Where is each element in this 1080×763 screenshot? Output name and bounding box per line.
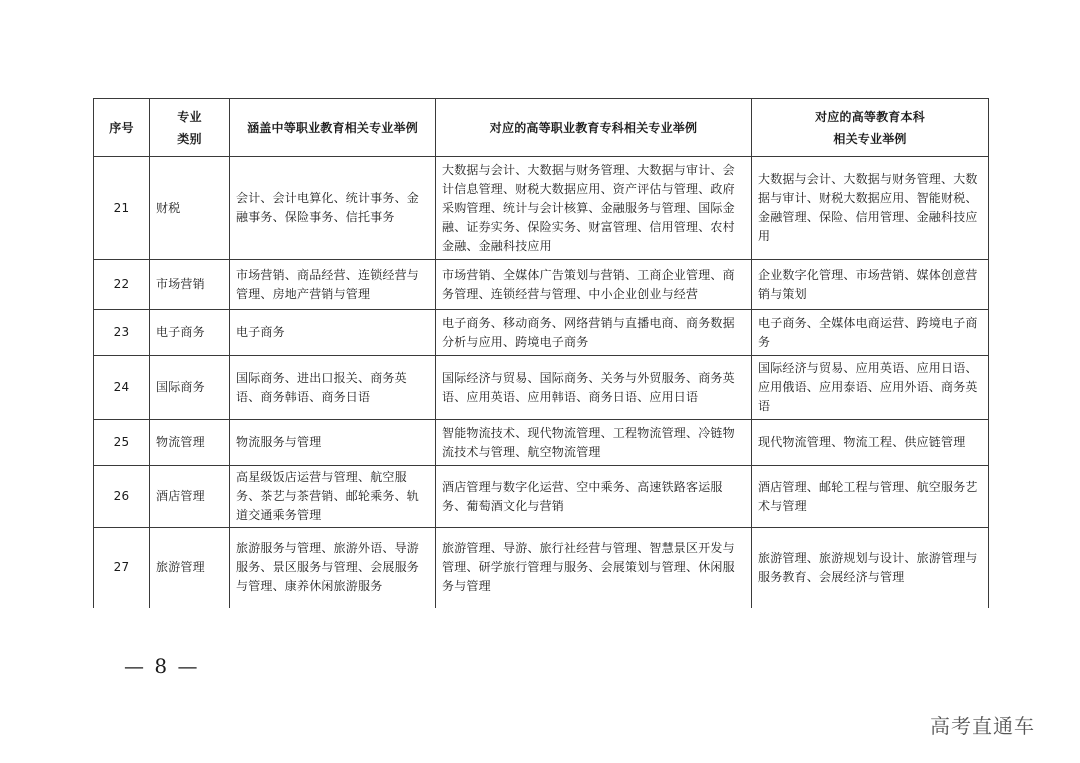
- row-category: 电子商务: [150, 310, 230, 356]
- header-undergrad-line1: 对应的高等教育本科: [815, 109, 925, 124]
- table-row: [94, 528, 989, 608]
- row-vocational: 酒店管理与数字化运营、空中乘务、高速铁路客运服务、葡萄酒文化与营销: [436, 466, 752, 528]
- row-undergrad: 旅游管理、旅游规划与设计、旅游管理与服务教育、会展经济与管理: [752, 528, 989, 608]
- row-secondary: 会计、会计电算化、统计事务、金融事务、保险事务、信托事务: [230, 157, 436, 260]
- row-secondary: 市场营销、商品经营、连锁经营与管理、房地产营销与管理: [230, 260, 436, 310]
- row-undergrad: 企业数字化管理、市场营销、媒体创意营销与策划: [752, 260, 989, 310]
- header-undergrad-line2: 相关专业举例: [833, 131, 907, 146]
- row-vocational: 大数据与会计、大数据与财务管理、大数据与审计、会计信息管理、财税大数据应用、资产评估与管理、政府采购管理、统计与会计核算、金融服务与管理、国际金融、证券实务、保险实务、财富管理、信用管理、农村金融、金融科技应用: [436, 157, 752, 260]
- row-no: 25: [94, 420, 150, 466]
- row-no: 21: [94, 157, 150, 260]
- row-secondary: 旅游服务与管理、旅游外语、导游服务、景区服务与管理、会展服务与管理、康养休闲旅游服务: [230, 528, 436, 608]
- row-vocational: 电子商务、移动商务、网络营销与直播电商、商务数据分析与应用、跨境电子商务: [436, 310, 752, 356]
- header-secondary: 涵盖中等职业教育相关专业举例: [230, 99, 436, 157]
- watermark-text: 高考直通车: [930, 714, 1035, 738]
- row-secondary: 电子商务: [230, 310, 436, 356]
- row-no: 23: [94, 310, 150, 356]
- row-no: 26: [94, 466, 150, 528]
- row-secondary: 国际商务、进出口报关、商务英语、商务韩语、商务日语: [230, 356, 436, 420]
- row-undergrad: 酒店管理、邮轮工程与管理、航空服务艺术与管理: [752, 466, 989, 528]
- table-header-row: [94, 99, 989, 157]
- row-category: 市场营销: [150, 260, 230, 310]
- header-no: 序号: [94, 99, 150, 157]
- header-category-line1: 专业: [177, 109, 202, 124]
- table-row: [94, 310, 989, 356]
- header-vocational: 对应的高等职业教育专科相关专业举例: [436, 99, 752, 157]
- row-category: 物流管理: [150, 420, 230, 466]
- row-undergrad: 国际经济与贸易、应用英语、应用日语、应用俄语、应用泰语、应用外语、商务英语: [752, 356, 989, 420]
- header-category: [150, 99, 230, 157]
- table-row: [94, 466, 989, 528]
- table-row: [94, 157, 989, 260]
- row-vocational: 国际经济与贸易、国际商务、关务与外贸服务、商务英语、应用英语、应用韩语、商务日语、应用日语: [436, 356, 752, 420]
- page-number: — 8 —: [124, 654, 200, 678]
- row-vocational: 智能物流技术、现代物流管理、工程物流管理、冷链物流技术与管理、航空物流管理: [436, 420, 752, 466]
- table-row: [94, 356, 989, 420]
- row-vocational: 旅游管理、导游、旅行社经营与管理、智慧景区开发与管理、研学旅行管理与服务、会展策划与管理、休闲服务与管理: [436, 528, 752, 608]
- table-row: [94, 420, 989, 466]
- row-no: 24: [94, 356, 150, 420]
- row-category: 酒店管理: [150, 466, 230, 528]
- row-category: 国际商务: [150, 356, 230, 420]
- row-vocational: 市场营销、全媒体广告策划与营销、工商企业管理、商务管理、连锁经营与管理、中小企业创业与经营: [436, 260, 752, 310]
- row-category: 旅游管理: [150, 528, 230, 608]
- row-secondary: 高星级饭店运营与管理、航空服务、茶艺与茶营销、邮轮乘务、轨道交通乘务管理: [230, 466, 436, 528]
- row-undergrad: 现代物流管理、物流工程、供应链管理: [752, 420, 989, 466]
- header-category-line2: 类别: [177, 131, 202, 146]
- row-secondary: 物流服务与管理: [230, 420, 436, 466]
- row-no: 27: [94, 528, 150, 608]
- row-category: 财税: [150, 157, 230, 260]
- table-row: [94, 260, 989, 310]
- major-mapping-table: [93, 98, 989, 608]
- row-no: 22: [94, 260, 150, 310]
- row-undergrad: 电子商务、全媒体电商运营、跨境电子商务: [752, 310, 989, 356]
- header-undergrad: [752, 99, 989, 157]
- row-undergrad: 大数据与会计、大数据与财务管理、大数据与审计、财税大数据应用、智能财税、金融管理、保险、信用管理、金融科技应用: [752, 157, 989, 260]
